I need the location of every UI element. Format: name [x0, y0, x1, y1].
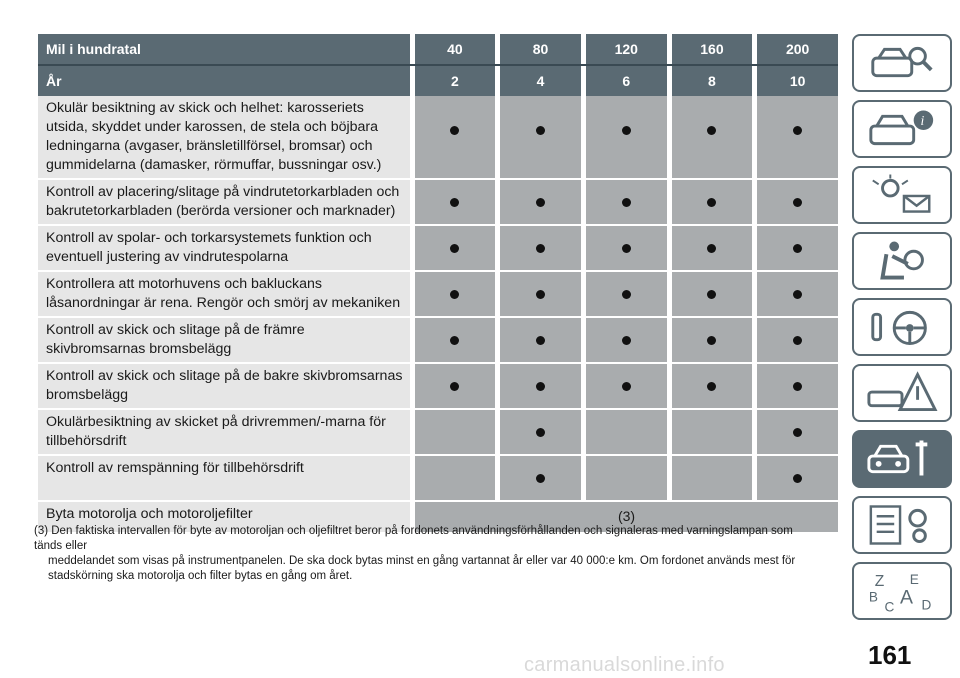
footnote-line: meddelandet som visas på instrumentpanelen. De ska dock bytas minst en gång vartannat år eller var 40 000:e km. Om fordonet används mest för	[48, 555, 796, 567]
header-km-cell: 160	[672, 34, 753, 64]
check-dot-icon	[707, 336, 716, 345]
interval-cell	[757, 272, 838, 316]
check-dot-icon	[707, 244, 716, 253]
check-dot-icon	[622, 126, 631, 135]
chapter-tab[interactable]	[852, 298, 952, 356]
footnote-line: (3) Den faktiska intervallen för byte av motoroljan och oljefiltret beror på fordonets användningsförhållanden och signaleras med varningslampan som tänds eller	[34, 525, 793, 552]
interval-cell	[415, 96, 496, 178]
interval-cell	[415, 410, 496, 454]
check-dot-icon	[622, 290, 631, 299]
check-dot-icon	[450, 198, 459, 207]
table-row	[38, 226, 838, 270]
page-number: 161	[868, 640, 912, 670]
interval-cell	[500, 318, 581, 362]
footnote-line: stadskörning ska motorolja och filter bytas en gång om året.	[48, 570, 353, 582]
check-dot-icon	[536, 244, 545, 253]
interval-cell	[672, 410, 753, 454]
check-dot-icon	[707, 290, 716, 299]
interval-cell	[672, 318, 753, 362]
chapter-tab[interactable]	[852, 496, 952, 554]
header-row-km	[38, 34, 838, 64]
alphabet-index-icon	[865, 568, 939, 614]
check-dot-icon	[707, 198, 716, 207]
check-dot-icon	[793, 336, 802, 345]
check-dot-icon	[536, 428, 545, 437]
watermark: carmanualsonline.info	[524, 654, 725, 676]
interval-cell	[757, 364, 838, 408]
chapter-sidebar	[852, 34, 960, 628]
interval-cell	[757, 318, 838, 362]
table-row	[38, 180, 838, 224]
interval-cell	[586, 364, 667, 408]
header-year-cell: 2	[415, 66, 496, 96]
check-dot-icon	[622, 198, 631, 207]
oil-change-note-cell: (3)	[415, 502, 838, 532]
check-dot-icon	[536, 126, 545, 135]
maintenance-table	[38, 34, 838, 532]
interval-cell	[672, 180, 753, 224]
chapter-tab[interactable]	[852, 430, 952, 488]
check-dot-icon	[793, 126, 802, 135]
table-row	[38, 96, 838, 178]
interval-cell	[500, 456, 581, 500]
header-km-cell: 200	[757, 34, 838, 64]
car-info-icon	[865, 106, 939, 152]
interval-cell	[757, 456, 838, 500]
table-row	[38, 410, 838, 454]
check-dot-icon	[707, 126, 716, 135]
interval-cell	[757, 96, 838, 178]
check-dot-icon	[793, 198, 802, 207]
check-dot-icon	[536, 336, 545, 345]
check-dot-icon	[793, 290, 802, 299]
chapter-tab[interactable]	[852, 34, 952, 92]
interval-cell	[500, 180, 581, 224]
row-description: Kontroll av remspänning för tillbehörsdrift	[38, 456, 410, 500]
header-km-cell: 40	[415, 34, 496, 64]
check-dot-icon	[793, 382, 802, 391]
specs-gear-icon	[865, 502, 939, 548]
svg-text:Z: Z	[874, 573, 885, 591]
interval-cell	[672, 272, 753, 316]
interval-cell	[415, 364, 496, 408]
airbag-seat-icon	[865, 238, 939, 284]
header-year-cell: 10	[757, 66, 838, 96]
interval-cell	[415, 272, 496, 316]
row-description: Byta motorolja och motoroljefilter	[38, 502, 410, 532]
svg-text:i: i	[920, 113, 925, 129]
table-row	[38, 318, 838, 362]
interval-cell	[672, 456, 753, 500]
check-dot-icon	[622, 244, 631, 253]
row-description: Kontroll av placering/slitage på vindrutetorkarbladen och bakrutetorkarbladen (berörda versioner och marknader)	[38, 180, 410, 224]
table-body	[38, 96, 838, 532]
warning-triangle-car-icon	[865, 370, 939, 416]
check-dot-icon	[536, 382, 545, 391]
header-year-label: År	[38, 66, 410, 96]
interval-cell	[500, 272, 581, 316]
chapter-tab[interactable]	[852, 166, 952, 224]
check-dot-icon	[450, 290, 459, 299]
check-dot-icon	[793, 244, 802, 253]
key-steering-icon	[865, 304, 939, 350]
interval-cell	[586, 272, 667, 316]
footnote	[34, 524, 824, 584]
chapter-tab[interactable]	[852, 364, 952, 422]
table-row	[38, 456, 838, 500]
check-dot-icon	[450, 244, 459, 253]
interval-cell	[757, 410, 838, 454]
row-description: Kontroll av spolar- och torkarsystemets funktion och eventuell justering av vindrutespolarna	[38, 226, 410, 270]
row-description: Kontroll av skick och slitage på de främre skivbromsarnas bromsbelägg	[38, 318, 410, 362]
header-year-cell: 4	[500, 66, 581, 96]
row-description: Okulär besiktning av skick och helhet: karosseriets utsida, skyddet under karossen, de stela och böjbara ledningarna (avgaser, bränsletillförsel, bromsar) och gummidelarna (damasker, rörmuffar, bussningar osv.)	[38, 96, 410, 178]
interval-cell	[586, 456, 667, 500]
check-dot-icon	[622, 336, 631, 345]
svg-text:E: E	[909, 572, 919, 588]
check-dot-icon	[793, 474, 802, 483]
check-dot-icon	[450, 382, 459, 391]
interval-cell	[586, 410, 667, 454]
row-description: Kontroll av skick och slitage på de bakre skivbromsarnas bromsbelägg	[38, 364, 410, 408]
check-dot-icon	[450, 126, 459, 135]
interval-cell	[586, 318, 667, 362]
header-year-cell: 6	[586, 66, 667, 96]
check-dot-icon	[536, 198, 545, 207]
interval-cell	[500, 410, 581, 454]
table-row	[38, 364, 838, 408]
check-dot-icon	[707, 382, 716, 391]
dashboard-lights-icon	[865, 172, 939, 218]
interval-cell	[500, 364, 581, 408]
svg-text:A: A	[900, 586, 914, 609]
table-row	[38, 272, 838, 316]
svg-text:D: D	[921, 597, 932, 613]
check-dot-icon	[536, 290, 545, 299]
check-dot-icon	[536, 474, 545, 483]
interval-cell	[500, 96, 581, 178]
car-search-icon	[865, 40, 939, 86]
interval-cell	[586, 180, 667, 224]
header-km-cell: 120	[586, 34, 667, 64]
svg-text:B: B	[868, 589, 878, 605]
interval-cell	[500, 226, 581, 270]
interval-cell	[415, 180, 496, 224]
check-dot-icon	[793, 428, 802, 437]
interval-cell	[672, 364, 753, 408]
check-dot-icon	[622, 382, 631, 391]
header-km-label: Mil i hundratal	[38, 34, 410, 64]
interval-cell	[672, 226, 753, 270]
row-description: Kontrollera att motorhuvens och bakluckans låsanordningar är rena. Rengör och smörj av mekaniken	[38, 272, 410, 316]
interval-cell	[672, 96, 753, 178]
svg-text:C: C	[884, 599, 895, 614]
interval-cell	[757, 226, 838, 270]
interval-cell	[757, 180, 838, 224]
car-wrench-icon	[865, 436, 939, 482]
chapter-tab[interactable]	[852, 562, 952, 620]
row-description: Okulärbesiktning av skicket på drivremmen/-marna för tillbehörsdrift	[38, 410, 410, 454]
interval-cell	[415, 456, 496, 500]
interval-cell	[586, 226, 667, 270]
header-km-cell: 80	[500, 34, 581, 64]
chapter-tab[interactable]	[852, 100, 952, 158]
interval-cell	[586, 96, 667, 178]
interval-cell	[415, 226, 496, 270]
check-dot-icon	[450, 336, 459, 345]
header-year-cell: 8	[672, 66, 753, 96]
chapter-tab[interactable]	[852, 232, 952, 290]
interval-cell	[415, 318, 496, 362]
header-row-year	[38, 66, 838, 96]
